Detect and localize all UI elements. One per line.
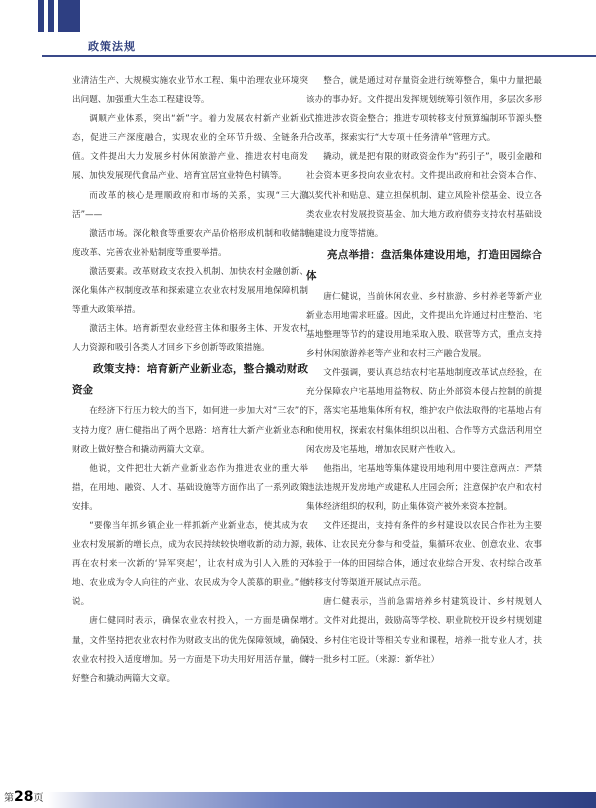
page-suffix: 页: [33, 793, 44, 804]
body-paragraph: 唐仁健同时表示，确保农业农村投入，一方面是确保增量，文件坚持把农业农村作为财政支出的优先保障领域，确保农业农村投入适度增加。另一方面是下功夫用好用活存量，做好整合和撬动两篇大文章。: [72, 616, 308, 684]
page-number-value: 28: [14, 789, 34, 805]
body-paragraph: 业清洁生产、大规模实施农业节水工程、集中治理农业环境突出问题、加强重大生态工程建设等。: [72, 76, 308, 106]
body-paragraph: “要像当年抓乡镇企业一样抓新产业新业态，使其成为农业农村发展新的增长点，成为农民持续较快增收新的动力源，再在农村来一次新的‘异军突起’，让农村成为引人入胜的天地、农业成为令人向往的产业、农民成为令人羡慕的职业。”他说。: [72, 520, 308, 608]
header-color-block: [38, 0, 80, 32]
header-divider: [42, 55, 596, 57]
body-paragraph: 唐仁健表示，当前急需培养乡村建筑设计、乡村规划人才。文件对此提出，鼓励高等学校、职业院校开设乡村规划建设、乡村住宅设计等相关专业和课程，培养一批专业人才，扶持一批乡村工匠。（来源：新华社）: [306, 597, 542, 665]
subheading: 政策支持：培育新产业新业态，整合撬动财政资金: [72, 363, 308, 397]
body-paragraph: 激活要素。改革财政支农投入机制、加快农村金融创新、深化集体产权制度改革和探索建立农业农村发展用地保障机制等重大政策举措。: [72, 266, 308, 316]
header-stripe: [54, 0, 58, 32]
body-paragraph: 撬动，就是把有限的财政资金作为“药引子”，吸引金融和社会资本更多投向农业农村。文件提出政府和社会资本合作、以奖代补和贴息、建立担保机制、建立风险补偿基金、设立各类农业农村发展投资基金、加大地方政府债券支持农村基础设施建设力度等措施。: [306, 152, 542, 239]
footer-gradient-bar: [0, 792, 596, 808]
right-column: [306, 72, 542, 670]
header-stripe: [44, 0, 48, 32]
body-paragraph: 文件强调，要认真总结农村宅基地制度改革试点经验，在充分保障农户宅基地用益物权、防止外部资本侵占控制的前提下，落实宅基地集体所有权，维护农户依法取得的宅基地占有和使用权，探索农村集体组织以出租、合作等方式盘活利用空闲农房及宅基地，增加农民财产性收入。: [306, 368, 542, 455]
section-title: 政策法规: [88, 40, 136, 53]
body-paragraph: 他说，文件把壮大新产业新业态作为推进农业的重大举措，在用地、融资、人才、基础设施等方面作出了一系列政策安排。: [72, 463, 308, 512]
body-paragraph: 在经济下行压力较大的当下，如何进一步加大对“三农”的支持力度？唐仁健指出了两个思路：培育壮大新产业新业态和财政上做好整合和撬动两篇大文章。: [72, 406, 308, 455]
left-column: [72, 72, 308, 689]
page-prefix: 第: [4, 793, 14, 804]
body-paragraph: 激活市场。深化粮食等重要农产品价格形成机制和收储制度改革、完善农业补贴制度等重要举措。: [72, 228, 308, 258]
body-paragraph: 调顺产业体系，突出“新”字。着力发展农村新产业新业态，促进三产深度融合，实现农业的全环节升级、全链条升值。文件提出大力发展乡村休闲旅游产业、推进农村电商发展、加快发展现代食品产业、培育宜居宜业特色村镇等。: [72, 114, 308, 182]
body-paragraph: 而改革的核心是理顺政府和市场的关系，实现“三大激活”——: [72, 190, 308, 220]
body-paragraph: 激活主体。培育新型农业经营主体和服务主体、开发农村人力资源和吸引各类人才回乡下乡创新等政策措施。: [72, 324, 308, 354]
body-paragraph: 文件还提出，支持有条件的乡村建设以农民合作社为主要载体、让农民充分参与和受益，集循环农业、创意农业、农事体验于一体的田园综合体，通过农业综合开发、农村综合改革转移支付等渠道开展试点示范。: [306, 520, 542, 589]
body-paragraph: 整合，就是通过对存量资金进行统筹整合，集中力量把最该办的事办好。文件提出发挥规划统筹引领作用，多层次多形式推进涉农资金整合；推进专项转移支付预算编制环节源头整合改革，探索实行“大专项＋任务清单”管理方式。: [306, 76, 542, 144]
page-number: [4, 789, 43, 805]
body-paragraph: 唐仁健说，当前休闲农业、乡村旅游、乡村养老等新产业新业态用地需求旺盛。因此，文件提出允许通过村庄整治、宅基地整理等节约的建设用地采取入股、联营等方式，重点支持乡村休闲旅游养老等产业和农村三产融合发展。: [306, 291, 542, 360]
subheading: 亮点举措：盘活集体建设用地，打造田园综合体: [306, 248, 542, 282]
body-paragraph: 他指出，宅基地等集体建设用地利用中要注意两点：严禁违法违规开发房地产或建私人庄园会所；注意保护农户和农村集体经济组织的权利，防止集体资产被外来资本控制。: [306, 463, 542, 512]
